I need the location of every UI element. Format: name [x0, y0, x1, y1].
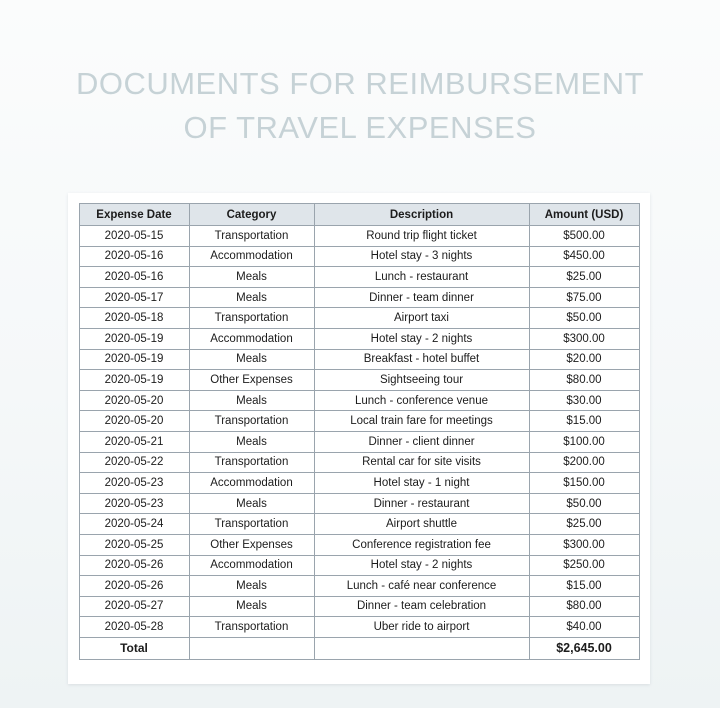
cell-description: Dinner - team celebration — [314, 596, 529, 617]
page-title — [0, 0, 720, 150]
cell-description: Lunch - restaurant — [314, 267, 529, 288]
cell-description: Dinner - team dinner — [314, 287, 529, 308]
table-footer — [79, 637, 639, 659]
cell-expense-date: 2020-05-27 — [79, 596, 189, 617]
cell-expense-date: 2020-05-22 — [79, 452, 189, 473]
total-blank-category — [189, 637, 314, 659]
total-amount: $2,645.00 — [529, 637, 639, 659]
table-row — [79, 617, 639, 638]
table-row — [79, 370, 639, 391]
cell-expense-date: 2020-05-16 — [79, 267, 189, 288]
cell-description: Dinner - client dinner — [314, 431, 529, 452]
expense-table — [79, 203, 640, 660]
cell-description: Uber ride to airport — [314, 617, 529, 638]
cell-expense-date: 2020-05-19 — [79, 328, 189, 349]
cell-expense-date: 2020-05-28 — [79, 617, 189, 638]
cell-category: Transportation — [189, 514, 314, 535]
cell-amount: $15.00 — [529, 411, 639, 432]
cell-description: Hotel stay - 1 night — [314, 473, 529, 494]
cell-category: Meals — [189, 493, 314, 514]
cell-expense-date: 2020-05-19 — [79, 370, 189, 391]
cell-category: Accommodation — [189, 328, 314, 349]
cell-category: Transportation — [189, 308, 314, 329]
table-row — [79, 576, 639, 597]
cell-expense-date: 2020-05-15 — [79, 226, 189, 247]
cell-description: Airport taxi — [314, 308, 529, 329]
table-row — [79, 287, 639, 308]
cell-expense-date: 2020-05-18 — [79, 308, 189, 329]
cell-description: Lunch - conference venue — [314, 390, 529, 411]
column-header-category: Category — [189, 204, 314, 226]
table-row — [79, 493, 639, 514]
cell-expense-date: 2020-05-20 — [79, 411, 189, 432]
cell-description: Dinner - restaurant — [314, 493, 529, 514]
table-header — [79, 204, 639, 226]
cell-expense-date: 2020-05-21 — [79, 431, 189, 452]
cell-description: Round trip flight ticket — [314, 226, 529, 247]
cell-amount: $50.00 — [529, 308, 639, 329]
cell-expense-date: 2020-05-26 — [79, 576, 189, 597]
cell-category: Other Expenses — [189, 370, 314, 391]
cell-category: Meals — [189, 267, 314, 288]
table-header-row — [79, 204, 639, 226]
cell-category: Meals — [189, 287, 314, 308]
cell-description: Hotel stay - 3 nights — [314, 246, 529, 267]
table-row — [79, 555, 639, 576]
table-row — [79, 534, 639, 555]
table-row — [79, 452, 639, 473]
column-header-description: Description — [314, 204, 529, 226]
cell-amount: $100.00 — [529, 431, 639, 452]
title-line-1: DOCUMENTS FOR REIMBURSEMENT — [75, 66, 645, 101]
cell-expense-date: 2020-05-23 — [79, 473, 189, 494]
total-label: Total — [79, 637, 189, 659]
column-header-amount: Amount (USD) — [529, 204, 639, 226]
table-row — [79, 411, 639, 432]
cell-category: Accommodation — [189, 246, 314, 267]
cell-description: Sightseeing tour — [314, 370, 529, 391]
cell-category: Meals — [189, 431, 314, 452]
cell-amount: $300.00 — [529, 534, 639, 555]
cell-expense-date: 2020-05-19 — [79, 349, 189, 370]
column-header-expense-date: Expense Date — [79, 204, 189, 226]
cell-amount: $30.00 — [529, 390, 639, 411]
cell-amount: $80.00 — [529, 596, 639, 617]
cell-category: Other Expenses — [189, 534, 314, 555]
cell-expense-date: 2020-05-16 — [79, 246, 189, 267]
table-row — [79, 246, 639, 267]
table-row — [79, 226, 639, 247]
cell-description: Hotel stay - 2 nights — [314, 328, 529, 349]
cell-category: Transportation — [189, 617, 314, 638]
table-row — [79, 473, 639, 494]
cell-category: Transportation — [189, 226, 314, 247]
cell-expense-date: 2020-05-17 — [79, 287, 189, 308]
cell-amount: $300.00 — [529, 328, 639, 349]
cell-category: Accommodation — [189, 555, 314, 576]
table-row — [79, 431, 639, 452]
cell-category: Meals — [189, 576, 314, 597]
total-row — [79, 637, 639, 659]
cell-description: Rental car for site visits — [314, 452, 529, 473]
cell-description: Lunch - café near conference — [314, 576, 529, 597]
table-row — [79, 514, 639, 535]
cell-amount: $80.00 — [529, 370, 639, 391]
cell-amount: $250.00 — [529, 555, 639, 576]
cell-description: Conference registration fee — [314, 534, 529, 555]
cell-amount: $50.00 — [529, 493, 639, 514]
cell-description: Local train fare for meetings — [314, 411, 529, 432]
cell-expense-date: 2020-05-24 — [79, 514, 189, 535]
table-row — [79, 308, 639, 329]
cell-amount: $40.00 — [529, 617, 639, 638]
cell-category: Transportation — [189, 411, 314, 432]
total-blank-description — [314, 637, 529, 659]
cell-description: Airport shuttle — [314, 514, 529, 535]
cell-amount: $200.00 — [529, 452, 639, 473]
cell-category: Accommodation — [189, 473, 314, 494]
table-row — [79, 328, 639, 349]
table-row — [79, 267, 639, 288]
cell-description: Breakfast - hotel buffet — [314, 349, 529, 370]
cell-amount: $500.00 — [529, 226, 639, 247]
expense-sheet — [68, 193, 650, 684]
cell-expense-date: 2020-05-25 — [79, 534, 189, 555]
cell-amount: $75.00 — [529, 287, 639, 308]
table-row — [79, 349, 639, 370]
cell-amount: $450.00 — [529, 246, 639, 267]
title-line-2: OF TRAVEL EXPENSES — [183, 110, 537, 145]
cell-expense-date: 2020-05-20 — [79, 390, 189, 411]
cell-expense-date: 2020-05-23 — [79, 493, 189, 514]
cell-amount: $15.00 — [529, 576, 639, 597]
table-row — [79, 390, 639, 411]
cell-category: Meals — [189, 390, 314, 411]
cell-amount: $25.00 — [529, 514, 639, 535]
table-body — [79, 226, 639, 638]
cell-description: Hotel stay - 2 nights — [314, 555, 529, 576]
cell-category: Meals — [189, 596, 314, 617]
cell-amount: $20.00 — [529, 349, 639, 370]
table-row — [79, 596, 639, 617]
cell-category: Meals — [189, 349, 314, 370]
cell-amount: $150.00 — [529, 473, 639, 494]
cell-expense-date: 2020-05-26 — [79, 555, 189, 576]
cell-amount: $25.00 — [529, 267, 639, 288]
cell-category: Transportation — [189, 452, 314, 473]
